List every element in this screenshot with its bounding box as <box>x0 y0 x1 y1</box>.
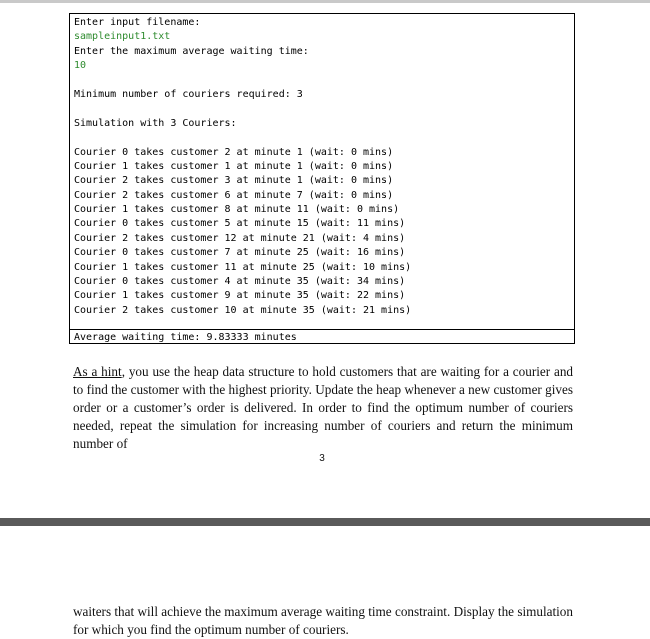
page-separator <box>0 518 650 526</box>
page-number: 3 <box>319 453 325 464</box>
console-output-box <box>69 13 575 344</box>
simulation-event-line: Courier 1 takes customer 9 at minute 35 (wait: 22 mins) <box>74 290 406 302</box>
input-max-wait: 10 <box>74 60 87 72</box>
console-divider <box>70 329 574 330</box>
simulation-event-line: Courier 2 takes customer 6 at minute 7 (wait: 0 mins) <box>74 189 394 201</box>
simulation-events <box>74 146 574 319</box>
average-waiting-line: Average waiting time: 9.83333 minutes <box>74 332 297 343</box>
simulation-event-line: Courier 0 takes customer 2 at minute 1 (wait: 0 mins) <box>74 146 394 158</box>
simulation-header: Simulation with 3 Couriers: <box>74 117 237 129</box>
simulation-event-line: Courier 2 takes customer 10 at minute 35 (wait: 21 mins) <box>74 304 412 316</box>
simulation-event-line: Courier 2 takes customer 3 at minute 1 (wait: 0 mins) <box>74 175 394 187</box>
simulation-event-line: Courier 1 takes customer 1 at minute 1 (wait: 0 mins) <box>74 160 394 172</box>
page-top-rule <box>0 0 650 3</box>
simulation-event-line: Courier 1 takes customer 11 at minute 25 (wait: 10 mins) <box>74 261 412 273</box>
simulation-event-line: Courier 0 takes customer 5 at minute 15 (wait: 11 mins) <box>74 218 406 230</box>
hint-body: , you use the heap data structure to hold customers that are waiting for a courier and to find the customer with the highest priority. Update the heap whenever a new customer gives order or a customer’s order is delivered. In order to find the optimum number of couriers needed, repeat the simulation for increasing number of couriers and return the minimum number of <box>73 364 574 451</box>
simulation-event-line: Courier 0 takes customer 4 at minute 35 (wait: 34 mins) <box>74 276 406 288</box>
simulation-event-line: Courier 0 takes customer 7 at minute 25 (wait: 16 mins) <box>74 247 406 259</box>
hint-paragraph <box>73 363 573 453</box>
min-couriers-line: Minimum number of couriers required: 3 <box>74 88 303 100</box>
input-filename: sampleinput1.txt <box>74 31 171 43</box>
prompt-max-wait: Enter the maximum average waiting time: <box>74 45 309 57</box>
hint-lead: As a hint <box>73 364 122 379</box>
prompt-filename: Enter input filename: <box>74 17 201 28</box>
simulation-event-line: Courier 1 takes customer 8 at minute 11 (wait: 0 mins) <box>74 204 400 216</box>
continued-paragraph: waiters that will achieve the maximum average waiting time constraint. Display the simulation for which you find the optimum number of couriers. <box>73 604 573 637</box>
simulation-event-line: Courier 2 takes customer 12 at minute 21 (wait: 4 mins) <box>74 232 406 244</box>
